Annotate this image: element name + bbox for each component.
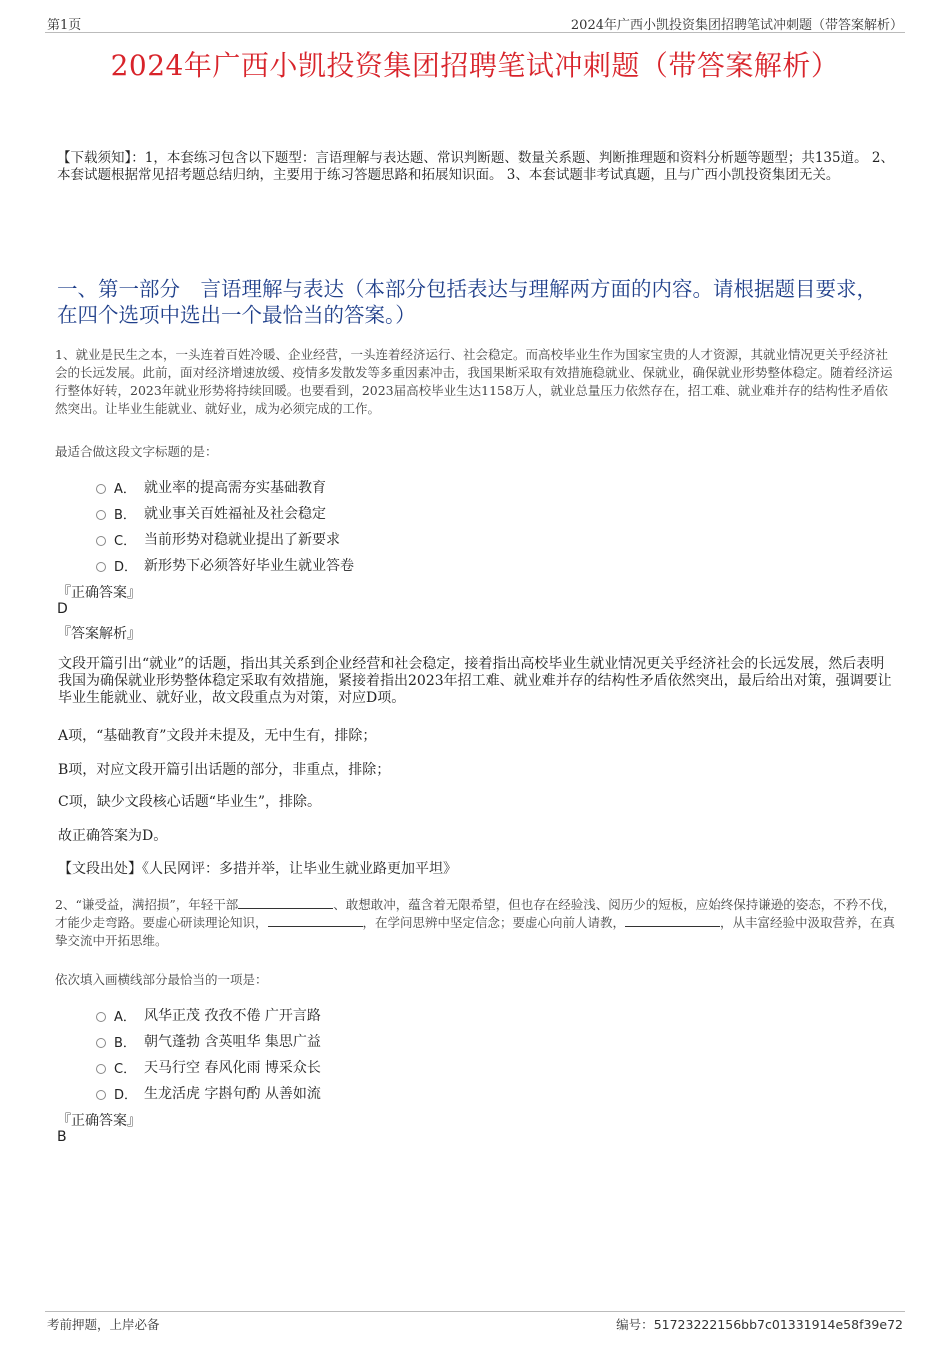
option-letter: C．: [114, 1061, 137, 1077]
footer-code-value: 51723222156bb7c01331914e58f39e72: [653, 1317, 903, 1332]
radio-icon[interactable]: [96, 562, 106, 572]
question-1-option-d[interactable]: [96, 555, 354, 575]
header-page-number: 第1页: [47, 18, 82, 33]
header-divider: [45, 32, 905, 33]
radio-icon[interactable]: [96, 510, 106, 520]
question-1-option-b[interactable]: [96, 503, 326, 523]
fill-blank-1: [238, 897, 333, 909]
question-2-text-part3: ，在学问思辨中坚定信念；要虚心向前人请教，: [362, 915, 626, 930]
question-1-analysis-b: B项，对应文段开篇引出话题的部分，非重点，排除；: [58, 762, 391, 778]
question-1-analysis-para: 文段开篇引出“就业”的话题，指出其关系到企业经营和社会稳定，接着指出高校毕业生就业情况更关乎经济社会的长远发展，然后表明我国为确保就业形势整体稳定采取有效措施，紧接着指出2023年招工难、就业难并存的结构性矛盾依然突出，最后给出对策，强调要让毕业生能就业、就好业，故文段重点为对策，对应D项。: [58, 656, 892, 706]
option-text: 当前形势对稳就业提出了新要求: [144, 532, 340, 548]
question-1-analysis-label: 『答案解析』: [57, 626, 141, 642]
fill-blank-3: [625, 915, 720, 927]
question-2-option-c[interactable]: [96, 1057, 321, 1077]
option-letter: B．: [114, 507, 136, 523]
option-letter: A．: [114, 481, 136, 497]
option-text: 朝气蓬勃 含英咀华 集思广益: [144, 1034, 321, 1050]
question-1-analysis-conclusion: 故正确答案为D。: [58, 828, 168, 844]
question-2-option-b[interactable]: [96, 1031, 321, 1051]
footer-code-label: 编号：: [616, 1317, 654, 1332]
page-title: 2024年广西小凯投资集团招聘笔试冲刺题（带答案解析）: [110, 49, 840, 82]
option-letter: C．: [114, 533, 137, 549]
option-text: 就业率的提高需夯实基础教育: [144, 480, 326, 496]
radio-icon[interactable]: [96, 536, 106, 546]
radio-icon[interactable]: [96, 1064, 106, 1074]
option-letter: D．: [114, 559, 138, 575]
fill-blank-2: [268, 915, 363, 927]
question-2-answer: B: [57, 1129, 67, 1145]
option-letter: D．: [114, 1087, 138, 1103]
header-doc-title: 2024年广西小凯投资集团招聘笔试冲刺题（带答案解析）: [570, 18, 903, 33]
radio-icon[interactable]: [96, 1038, 106, 1048]
radio-icon[interactable]: [96, 1012, 106, 1022]
question-1-analysis-c: C项，缺少文段核心话题“毕业生”，排除。: [58, 794, 322, 810]
question-2-text-part2: 、敢想敢冲，蕴含着无限希望，但也存在经验浅、阅历少的短板，应始终保持谦逊的姿态，不矜不伐，才能少走弯路。要虚心研读理论知识，: [55, 897, 896, 930]
download-notice: 【下载须知】：1，本套练习包含以下题型：言语理解与表达题、常识判断题、数量关系题、判断推理题和资料分析题等题型；共135道。 2、本套试题根据常见招考题总结归纳，主要用于练习答题思路和拓展知识面。 3、本套试题非考试真题，且与广西小凯投资集团无关。: [57, 150, 894, 183]
question-1-analysis-a: A项，“基础教育”文段并未提及，无中生有，排除；: [58, 728, 377, 744]
option-text: 新形势下必须答好毕业生就业答卷: [144, 558, 354, 574]
footer-slogan: 考前押题，上岸必备: [47, 1317, 160, 1332]
option-text: 风华正茂 孜孜不倦 广开言路: [144, 1008, 321, 1024]
section-title: 一、第一部分 言语理解与表达（本部分包括表达与理解两方面的内容。请根据题目要求，在四个选项中选出一个最恰当的答案。）: [57, 277, 877, 327]
footer-divider: [45, 1311, 905, 1312]
question-1-option-a[interactable]: [96, 477, 326, 497]
option-text: 天马行空 春风化雨 博采众长: [144, 1060, 321, 1076]
footer-code: [616, 1315, 903, 1333]
question-2-text-part1: 2、“谦受益，满招损”，年轻干部: [55, 897, 239, 912]
option-letter: B．: [114, 1035, 136, 1051]
question-2-answer-label: 『正确答案』: [57, 1113, 141, 1129]
radio-icon[interactable]: [96, 484, 106, 494]
radio-icon[interactable]: [96, 1090, 106, 1100]
question-1-option-c[interactable]: [96, 529, 340, 549]
question-2-option-a[interactable]: [96, 1005, 321, 1025]
option-letter: A．: [114, 1009, 136, 1025]
question-2-option-d[interactable]: [96, 1083, 321, 1103]
question-1-source: 【文段出处】《人民网评：多措并举，让毕业生就业路更加平坦》: [58, 861, 457, 877]
question-1-answer: D: [57, 601, 68, 617]
question-2-prompt: 依次填入画横线部分最恰当的一项是：: [55, 972, 268, 987]
question-2-text: [55, 896, 898, 950]
question-2-text-part4: ，从丰富经验中汲取营养，在真挚交流中开拓思维。: [55, 915, 896, 948]
question-1-text: 1、就业是民生之本，一头连着百姓冷暖、企业经营，一头连着经济运行、社会稳定。而高校毕业生作为国家宝贵的人才资源，其就业情况更关乎经济社会的长远发展。此前，面对经济增速放缓、疫情多发散发等多重因素冲击，我国果断采取有效措施稳就业、保就业，确保就业形势整体稳定。随着经济运行整体好转，2023年就业形势将持续回暖。也要看到，2023届高校毕业生达1158万人，就业总量压力依然存在，招工难、就业难并存的结构性矛盾依然突出。让毕业生能就业、就好业，成为必须完成的工作。: [55, 347, 893, 416]
question-1-prompt: 最适合做这段文字标题的是：: [55, 444, 218, 459]
option-text: 生龙活虎 字斟句酌 从善如流: [144, 1086, 321, 1102]
option-text: 就业事关百姓福祉及社会稳定: [144, 506, 326, 522]
question-1-answer-label: 『正确答案』: [57, 585, 141, 601]
